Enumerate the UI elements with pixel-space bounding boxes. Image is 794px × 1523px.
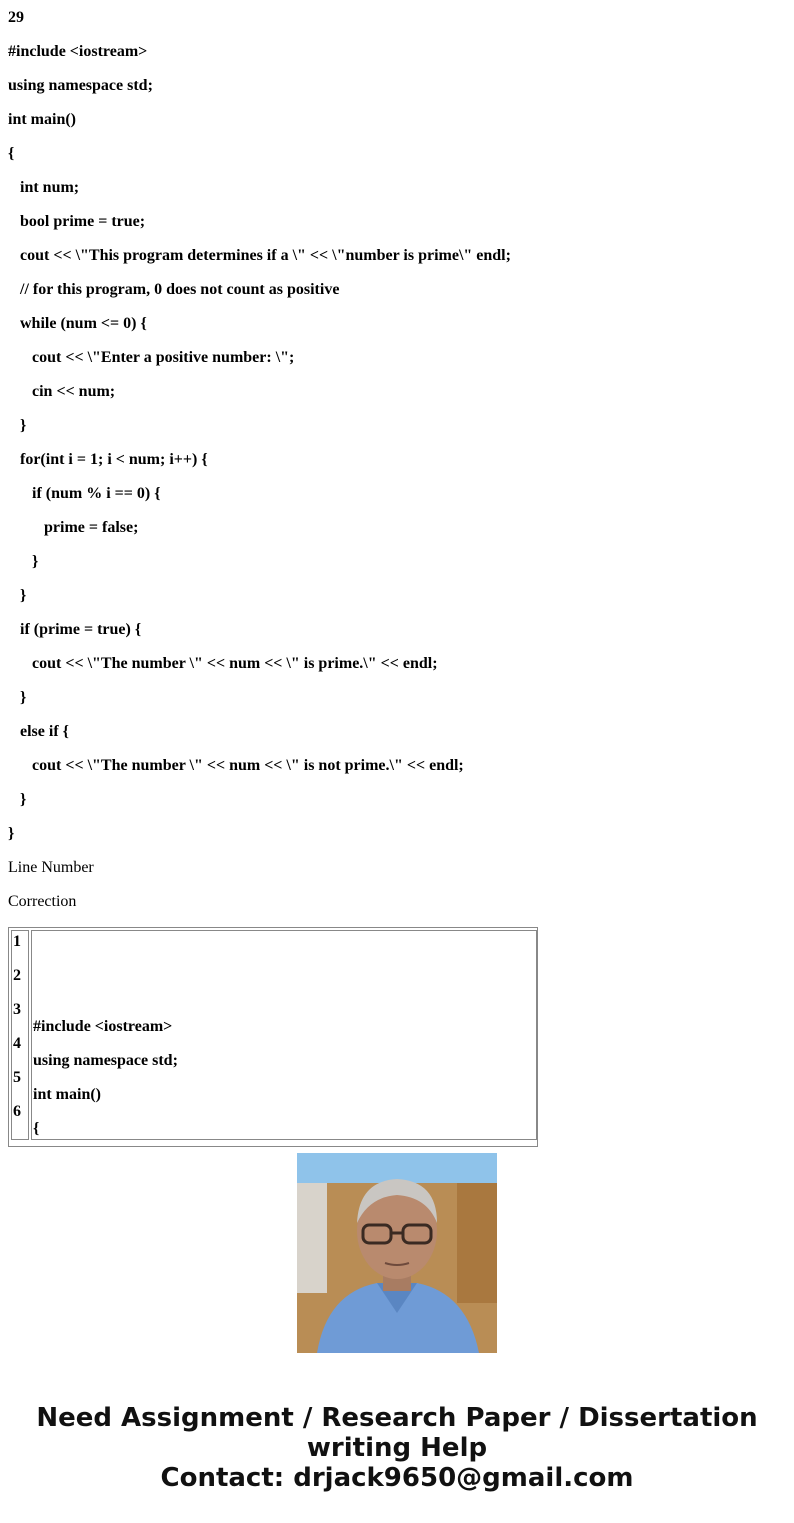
table-line-number: 2	[13, 967, 21, 984]
code-line: }	[8, 791, 27, 808]
code-line: cin << num;	[8, 383, 116, 400]
question-number: 29	[8, 9, 24, 26]
code-line: #include <iostream>	[8, 43, 148, 60]
photo-carving	[457, 1183, 497, 1303]
code-line: prime = false;	[8, 519, 139, 536]
footer-line-2: writing Help	[306, 1433, 488, 1463]
table-line-number: 1	[13, 933, 21, 950]
table-line-number: 4	[13, 1035, 21, 1052]
code-line: }	[8, 689, 27, 706]
code-line: }	[8, 587, 27, 604]
code-line: }	[8, 417, 27, 434]
code-line: int num;	[8, 179, 80, 196]
table-code-line: using namespace std;	[33, 1052, 178, 1069]
code-line: while (num <= 0) {	[8, 315, 147, 332]
code-line: using namespace std;	[8, 77, 153, 94]
author-photo	[297, 1153, 497, 1353]
footer-line-1: Need Assignment / Research Paper / Dissertation	[36, 1403, 758, 1433]
line-number-column	[11, 930, 29, 1140]
code-line: {	[8, 145, 15, 162]
table-code-line: #include <iostream>	[33, 1018, 173, 1035]
footer-banner	[0, 1403, 794, 1493]
footer-contact: Contact: drjack9650@gmail.com	[160, 1463, 634, 1493]
code-line: for(int i = 1; i < num; i++) {	[8, 451, 208, 468]
code-line: cout << \"The number \" << num << \" is not prime.\" << endl;	[8, 757, 464, 774]
correction-table	[8, 927, 538, 1147]
code-line: if (num % i == 0) {	[8, 485, 161, 502]
code-line: cout << \"This program determines if a \" << \"number is prime\" endl;	[8, 247, 511, 264]
code-line: if (prime = true) {	[8, 621, 142, 638]
table-line-number: 3	[13, 1001, 21, 1018]
table-line-number: 6	[13, 1103, 21, 1120]
code-line: int main()	[8, 111, 76, 128]
author-portrait	[297, 1153, 497, 1353]
table-line-number: 5	[13, 1069, 21, 1086]
correction-code-column	[31, 930, 537, 1140]
code-line: }	[8, 825, 15, 842]
code-line: // for this program, 0 does not count as positive	[8, 281, 340, 298]
code-line: bool prime = true;	[8, 213, 146, 230]
code-line: cout << \"The number \" << num << \" is prime.\" << endl;	[8, 655, 438, 672]
line-number-label: Line Number	[8, 859, 94, 876]
correction-label: Correction	[8, 893, 77, 910]
code-line: }	[8, 553, 39, 570]
table-code-line: int main()	[33, 1086, 101, 1103]
photo-door	[297, 1183, 327, 1293]
code-line: cout << \"Enter a positive number: \";	[8, 349, 295, 366]
table-code-line: {	[33, 1120, 40, 1137]
code-line: else if {	[8, 723, 69, 740]
